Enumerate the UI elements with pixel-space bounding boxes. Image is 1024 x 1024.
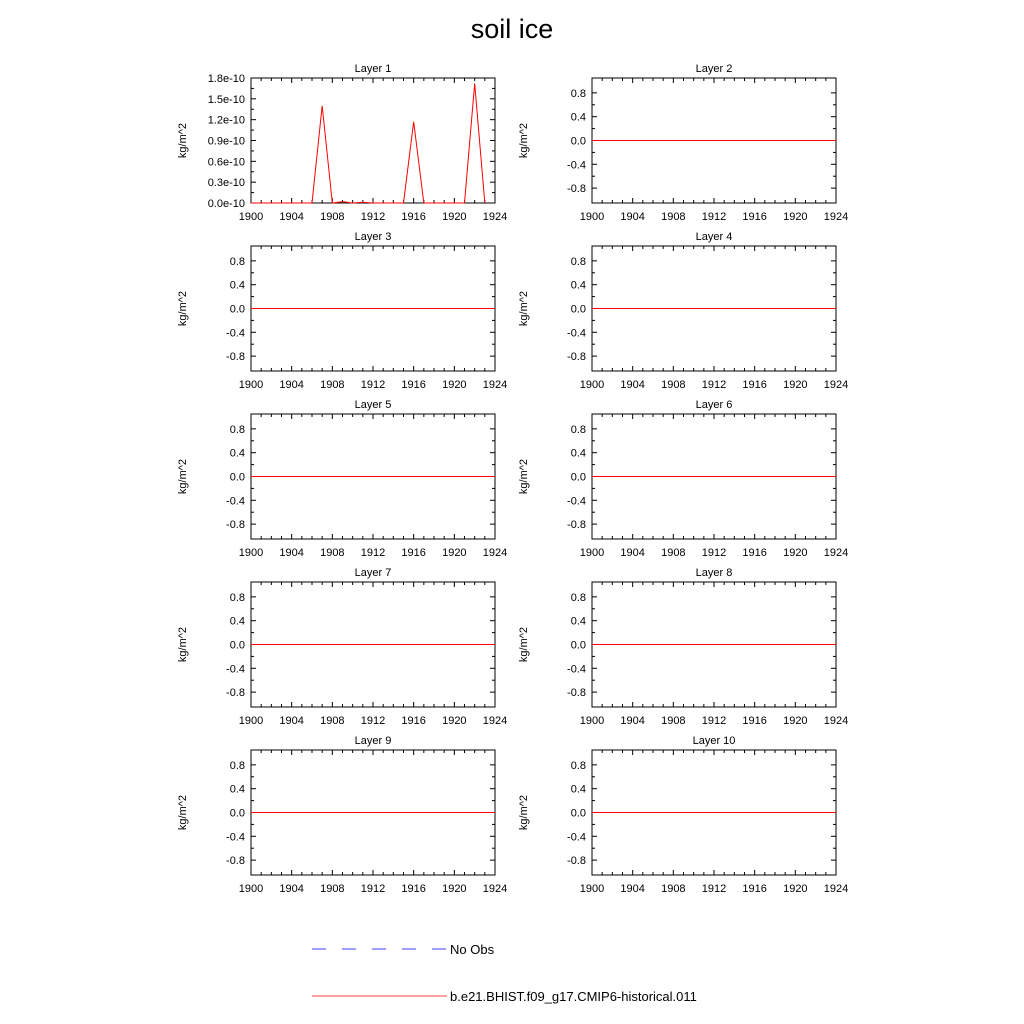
panel-title: Layer 6 xyxy=(695,399,733,411)
x-tick-label: 1916 xyxy=(742,547,767,559)
x-tick-label: 1916 xyxy=(401,547,426,559)
y-tick-label: -0.8 xyxy=(567,183,586,196)
x-tick-label: 1920 xyxy=(442,547,467,559)
x-tick-label: 1924 xyxy=(823,211,849,223)
y-axis-label: kg/m^2 xyxy=(177,626,189,663)
x-tick-label: 1912 xyxy=(701,211,727,223)
x-tick-label: 1904 xyxy=(620,883,645,895)
x-tick-label: 1904 xyxy=(620,211,645,223)
x-tick-label: 1900 xyxy=(238,883,264,895)
y-tick-label: 0.0 xyxy=(229,303,245,316)
y-tick-label: 0.0 xyxy=(229,471,245,484)
x-tick-label: 1912 xyxy=(360,883,386,895)
x-tick-label: 1920 xyxy=(783,547,808,559)
x-tick-label: 1920 xyxy=(442,211,467,223)
x-tick-label: 1908 xyxy=(320,547,345,559)
x-tick-label: 1920 xyxy=(442,715,467,727)
x-tick-label: 1924 xyxy=(823,715,849,727)
x-tick-label: 1912 xyxy=(701,883,727,895)
y-tick-label: 0.0 xyxy=(570,303,586,316)
legend-label: b.e21.BHIST.f09_g17.CMIP6-historical.011 xyxy=(450,989,697,1004)
y-tick-label: -0.8 xyxy=(226,351,245,364)
panel-title: Layer 3 xyxy=(354,231,392,243)
panel-title: Layer 8 xyxy=(695,567,733,579)
panel-title: Layer 4 xyxy=(695,231,733,243)
x-tick-label: 1920 xyxy=(442,379,467,391)
x-tick-label: 1920 xyxy=(783,379,808,391)
x-tick-label: 1900 xyxy=(238,211,264,223)
x-tick-label: 1904 xyxy=(279,715,304,727)
y-tick-label: -0.4 xyxy=(567,327,586,340)
y-tick-label: 0.8 xyxy=(229,423,245,436)
y-axis-label: kg/m^2 xyxy=(177,290,189,327)
x-tick-label: 1924 xyxy=(482,883,508,895)
y-tick-label: 0.8 xyxy=(229,255,245,268)
y-tick-label: -0.8 xyxy=(226,855,245,868)
y-tick-label: 0.4 xyxy=(570,783,586,796)
x-tick-label: 1916 xyxy=(401,379,426,391)
x-tick-label: 1916 xyxy=(401,715,426,727)
x-tick-label: 1904 xyxy=(620,379,645,391)
y-tick-label: -0.4 xyxy=(226,831,245,844)
x-tick-label: 1904 xyxy=(279,379,304,391)
x-tick-label: 1920 xyxy=(783,883,808,895)
x-tick-label: 1908 xyxy=(320,379,345,391)
y-tick-label: -0.4 xyxy=(567,159,586,172)
y-tick-label: 0.6e-10 xyxy=(207,156,245,169)
panel-title: Layer 10 xyxy=(692,735,736,747)
x-tick-label: 1900 xyxy=(579,211,605,223)
panel-title: Layer 5 xyxy=(354,399,392,411)
y-tick-label: 0.4 xyxy=(229,615,245,628)
chart-panel-5 xyxy=(177,399,507,559)
chart-panel-7 xyxy=(177,567,507,727)
chart-panel-3 xyxy=(177,231,507,391)
x-tick-label: 1916 xyxy=(742,883,767,895)
x-tick-label: 1920 xyxy=(442,883,467,895)
y-tick-label: -0.8 xyxy=(567,519,586,532)
y-axis-label: kg/m^2 xyxy=(177,122,189,159)
y-tick-label: 0.4 xyxy=(570,447,586,460)
x-tick-label: 1920 xyxy=(783,715,808,727)
x-tick-label: 1904 xyxy=(279,211,304,223)
y-tick-label: -0.4 xyxy=(567,663,586,676)
x-tick-label: 1908 xyxy=(320,883,345,895)
y-tick-label: -0.8 xyxy=(226,519,245,532)
chart-panel-10 xyxy=(518,735,848,895)
panel-title: Layer 2 xyxy=(695,63,733,75)
y-tick-label: 0.8 xyxy=(570,255,586,268)
y-tick-label: 0.0e-10 xyxy=(207,198,245,210)
x-tick-label: 1924 xyxy=(482,379,508,391)
x-tick-label: 1912 xyxy=(701,547,727,559)
x-tick-label: 1900 xyxy=(579,379,605,391)
y-tick-label: -0.4 xyxy=(567,495,586,508)
y-tick-label: 0.0 xyxy=(229,639,245,652)
x-tick-label: 1900 xyxy=(238,379,264,391)
y-axis-label: kg/m^2 xyxy=(518,290,530,327)
y-tick-label: -0.8 xyxy=(567,855,586,868)
y-tick-label: 0.8 xyxy=(229,591,245,604)
panel-title: Layer 9 xyxy=(354,735,392,747)
panel-title: Layer 7 xyxy=(354,567,392,579)
x-tick-label: 1916 xyxy=(401,211,426,223)
y-tick-label: -0.4 xyxy=(226,327,245,340)
x-tick-label: 1908 xyxy=(661,715,686,727)
x-tick-label: 1916 xyxy=(401,883,426,895)
x-tick-label: 1924 xyxy=(482,211,508,223)
x-tick-label: 1916 xyxy=(742,211,767,223)
y-tick-label: 0.4 xyxy=(229,783,245,796)
plot-frame xyxy=(251,78,495,203)
y-tick-label: 0.0 xyxy=(570,471,586,484)
chart-panel-4 xyxy=(518,231,848,391)
x-tick-label: 1912 xyxy=(360,715,386,727)
x-tick-label: 1924 xyxy=(823,547,849,559)
x-tick-label: 1900 xyxy=(579,883,605,895)
y-axis-label: kg/m^2 xyxy=(177,794,189,831)
x-tick-label: 1924 xyxy=(482,547,508,559)
y-tick-label: -0.4 xyxy=(226,495,245,508)
x-tick-label: 1908 xyxy=(320,715,345,727)
y-tick-label: 0.3e-10 xyxy=(207,177,245,190)
x-tick-label: 1912 xyxy=(701,715,727,727)
y-tick-label: -0.4 xyxy=(226,663,245,676)
y-tick-label: 0.8 xyxy=(570,423,586,436)
chart-panel-2 xyxy=(518,63,848,223)
x-tick-label: 1912 xyxy=(360,547,386,559)
x-tick-label: 1912 xyxy=(360,211,386,223)
chart-panel-8 xyxy=(518,567,848,727)
y-tick-label: -0.4 xyxy=(567,831,586,844)
y-tick-label: 0.0 xyxy=(570,807,586,820)
y-tick-label: 0.0 xyxy=(570,135,586,148)
y-axis-label: kg/m^2 xyxy=(518,794,530,831)
y-tick-label: -0.8 xyxy=(567,351,586,364)
y-axis-label: kg/m^2 xyxy=(518,626,530,663)
x-tick-label: 1904 xyxy=(620,715,645,727)
x-tick-label: 1908 xyxy=(661,547,686,559)
x-tick-label: 1924 xyxy=(823,883,849,895)
y-tick-label: 0.0 xyxy=(229,807,245,820)
x-tick-label: 1900 xyxy=(238,715,264,727)
x-tick-label: 1908 xyxy=(661,211,686,223)
x-tick-label: 1912 xyxy=(701,379,727,391)
x-tick-label: 1924 xyxy=(482,715,508,727)
y-tick-label: 0.4 xyxy=(570,111,586,124)
y-tick-label: 0.8 xyxy=(570,759,586,772)
x-tick-label: 1908 xyxy=(320,211,345,223)
page-title: soil ice xyxy=(470,14,554,44)
y-tick-label: 0.0 xyxy=(570,639,586,652)
y-tick-label: 0.8 xyxy=(570,87,586,100)
y-tick-label: -0.8 xyxy=(567,687,586,700)
y-tick-label: 1.8e-10 xyxy=(207,73,245,85)
y-axis-label: kg/m^2 xyxy=(518,122,530,159)
y-tick-label: 0.8 xyxy=(229,759,245,772)
series-line xyxy=(251,84,485,203)
x-tick-label: 1908 xyxy=(661,379,686,391)
panel-title: Layer 1 xyxy=(354,63,392,75)
chart-panel-1 xyxy=(177,63,507,223)
y-tick-label: 0.8 xyxy=(570,591,586,604)
x-tick-label: 1916 xyxy=(742,715,767,727)
y-tick-label: 0.9e-10 xyxy=(207,135,245,148)
x-tick-label: 1900 xyxy=(238,547,264,559)
x-tick-label: 1912 xyxy=(360,379,386,391)
x-tick-label: 1904 xyxy=(279,547,304,559)
y-tick-label: 0.4 xyxy=(229,279,245,292)
y-tick-label: 0.4 xyxy=(570,279,586,292)
x-tick-label: 1904 xyxy=(620,547,645,559)
x-tick-label: 1924 xyxy=(823,379,849,391)
x-tick-label: 1900 xyxy=(579,715,605,727)
y-tick-label: 0.4 xyxy=(229,447,245,460)
y-tick-label: 1.5e-10 xyxy=(207,93,245,106)
x-tick-label: 1920 xyxy=(783,211,808,223)
x-tick-label: 1904 xyxy=(279,883,304,895)
y-tick-label: -0.8 xyxy=(226,687,245,700)
legend-label: No Obs xyxy=(450,942,495,957)
y-tick-label: 1.2e-10 xyxy=(207,114,245,127)
x-tick-label: 1900 xyxy=(579,547,605,559)
chart-panel-9 xyxy=(177,735,507,895)
x-tick-label: 1916 xyxy=(742,379,767,391)
x-tick-label: 1908 xyxy=(661,883,686,895)
y-tick-label: 0.4 xyxy=(570,615,586,628)
y-axis-label: kg/m^2 xyxy=(518,458,530,495)
y-axis-label: kg/m^2 xyxy=(177,458,189,495)
chart-panel-6 xyxy=(518,399,848,559)
